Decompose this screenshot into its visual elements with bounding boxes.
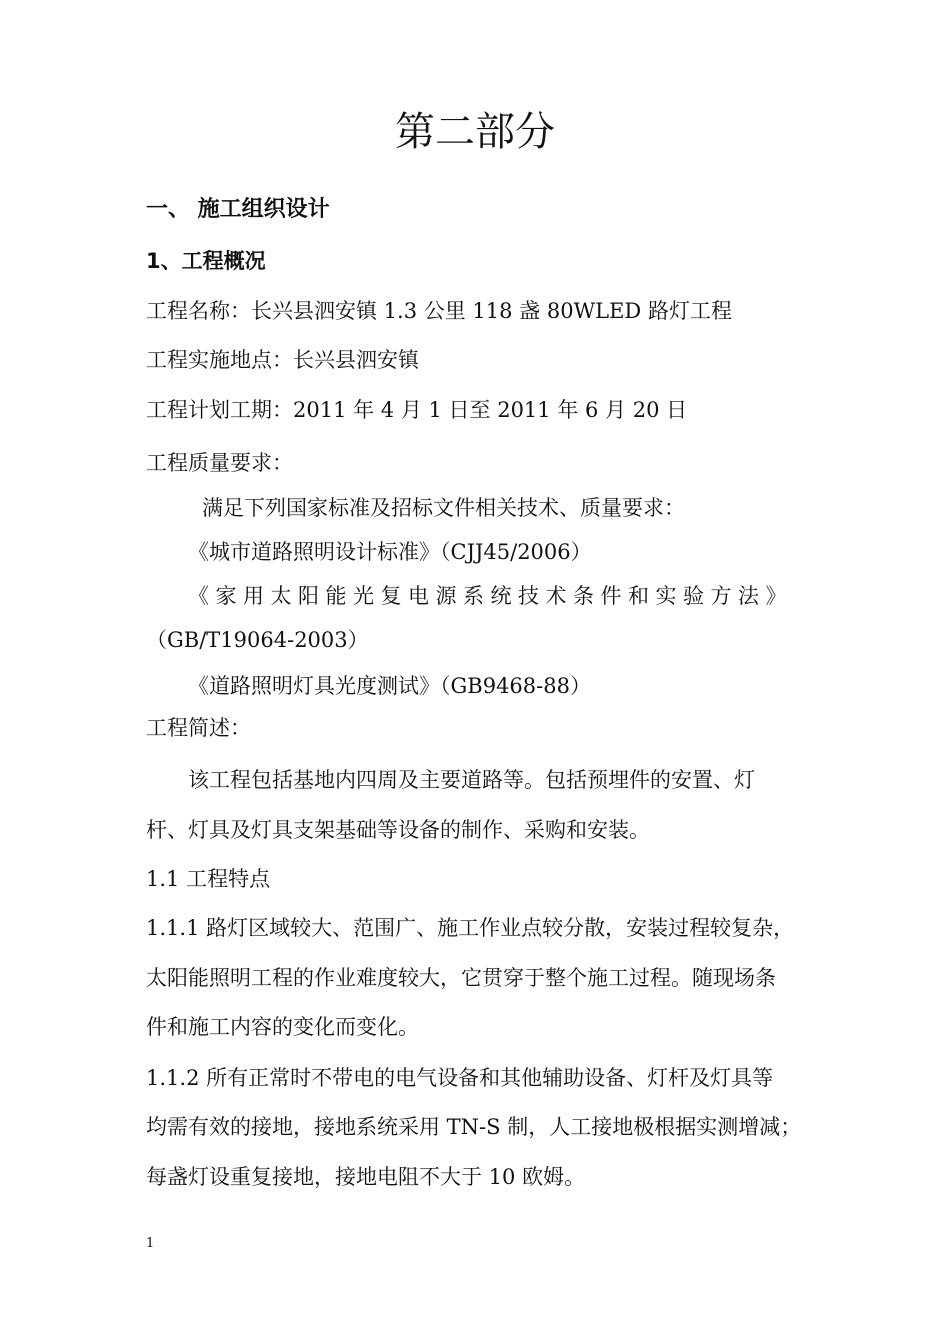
standard-item: （GB/T19064-2003） [146, 628, 369, 652]
standard-item: 《家用太阳能光复电源系统技术条件和实验方法》 [188, 584, 793, 608]
feature-line: 太阳能照明工程的作业难度较大，它贯穿于整个施工过程。随现场条 [146, 966, 776, 990]
page-title: 第二部分 [395, 109, 555, 155]
standard-item: 《城市道路照明设计标准》（CJJ45/2006） [188, 540, 592, 564]
project-schedule: 工程计划工期：2011 年 4 月 1 日至 2011 年 6 月 20 日 [146, 398, 688, 422]
quality-intro: 满足下列国家标准及招标文件相关技术、质量要求： [202, 496, 685, 520]
page-number: 1 [146, 1236, 155, 1251]
feature-line: 1.1.2 所有正常时不带电的电气设备和其他辅助设备、灯杆及灯具等 [146, 1066, 774, 1090]
feature-line: 均需有效的接地，接地系统采用 TN-S 制，人工接地极根据实测增减； [146, 1115, 802, 1139]
feature-line: 每盏灯设重复接地，接地电阻不大于 10 欧姆。 [146, 1165, 586, 1189]
standard-item: 《道路照明灯具光度测试》（GB9468-88） [188, 674, 591, 698]
subsection-heading: 1、工程概况 [146, 249, 266, 273]
summary-line: 杆、灯具及灯具支架基础等设备的制作、采购和安装。 [146, 818, 650, 842]
summary-label: 工程简述： [146, 716, 251, 740]
features-heading: 1.1 工程特点 [146, 867, 271, 891]
feature-line: 件和施工内容的变化而变化。 [146, 1015, 419, 1039]
quality-label: 工程质量要求： [146, 451, 293, 475]
feature-line: 1.1.1 路灯区域较大、范围广、施工作业点较分散，安装过程较复杂， [146, 916, 795, 940]
summary-line: 该工程包括基地内四周及主要道路等。包括预埋件的安置、灯 [188, 768, 755, 792]
section-heading: 一、 施工组织设计 [146, 197, 330, 222]
project-location: 工程实施地点：长兴县泗安镇 [146, 348, 419, 372]
project-name: 工程名称：长兴县泗安镇 1.3 公里 118 盏 80WLED 路灯工程 [146, 299, 732, 323]
